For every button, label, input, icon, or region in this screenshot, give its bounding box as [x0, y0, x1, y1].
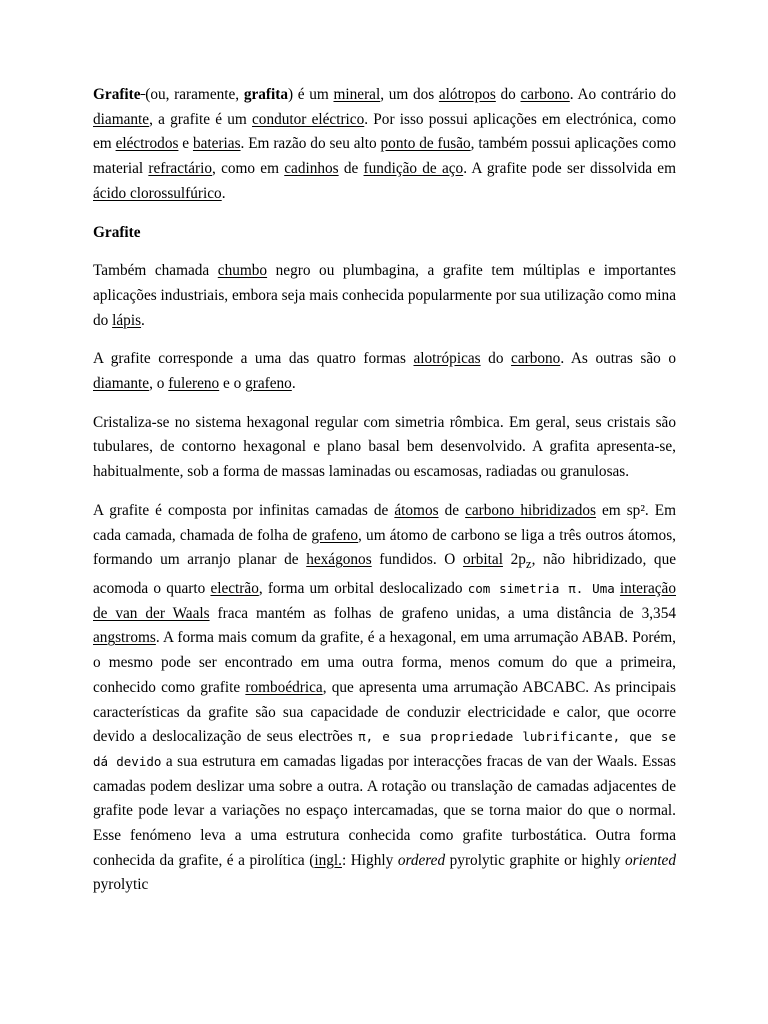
link-alotropicas[interactable]: alotrópicas	[413, 350, 481, 368]
link-ponto-de-fusao[interactable]: ponto de fusão	[380, 135, 471, 153]
paragraph-estrutura	[93, 499, 676, 898]
link-ingl[interactable]: ingl.	[314, 851, 342, 869]
text: , um dos	[380, 86, 439, 103]
section-heading: Grafite	[93, 223, 141, 241]
text: Também chamada	[93, 262, 218, 280]
paragraph-cristaliza: Cristaliza-se no sistema hexagonal regular com simetria rômbica. Em geral, seus cristais são tubulares, de contorno hexagonal e plano basal bem desenvolvido. A grafita apresenta-se, habitualmente, sob a forma de massas laminadas ou escamosas, radiadas ou granulosas.	[93, 413, 676, 481]
link-acido-clorossulfurico[interactable]: ácido clorossulfúrico	[93, 184, 222, 202]
text: , forma um orbital deslocalizado	[258, 580, 468, 597]
link-grafeno[interactable]: grafeno	[245, 375, 292, 393]
text: , não hibridizado, que acomoda o quarto	[93, 551, 677, 597]
link-grafeno-2[interactable]: grafeno	[311, 526, 359, 544]
text: de	[438, 501, 466, 519]
link-electrao[interactable]: electrão	[210, 580, 259, 597]
link-diamante[interactable]: diamante	[93, 110, 150, 128]
text: do	[480, 350, 512, 368]
text: . A grafite pode ser dissolvida em	[463, 160, 676, 178]
text: .	[291, 375, 296, 393]
link-carbono[interactable]: carbono	[520, 86, 570, 103]
text: , também possui aplicações como material	[93, 135, 676, 178]
mono-text-lubrificante: π, e sua propriedade lubrificante, que se dá devido	[93, 729, 676, 769]
link-fundicao-de-aco[interactable]: fundição de aço	[363, 160, 464, 178]
link-cadinhos[interactable]: cadinhos	[284, 160, 339, 178]
link-diamante-2[interactable]: diamante	[93, 375, 150, 393]
link-mineral[interactable]: mineral	[333, 86, 381, 103]
paragraph-chumbo	[93, 259, 676, 333]
text: , um átomo de carbono se liga a três outros átomos, formando um arranjo planar de	[93, 526, 676, 569]
link-chumbo[interactable]: chumbo	[217, 262, 268, 280]
paragraph-intro	[93, 83, 676, 207]
link-angstroms[interactable]: angstroms	[93, 629, 156, 647]
text: fraca mantém as folhas de grafeno unidas, a uma distância de 3,354	[209, 604, 676, 622]
mono-text-simetria: com simetria π. Uma	[467, 581, 615, 596]
text: . Ao contrário do	[569, 86, 677, 103]
italic-oriented: oriented	[625, 851, 676, 869]
text: 2p	[502, 551, 526, 569]
text: . As outras são o	[560, 350, 676, 368]
text: em sp². Em cada camada, chamada de folha de	[93, 501, 677, 544]
text: , como em	[212, 160, 285, 178]
link-carbono-2[interactable]: carbono	[511, 350, 561, 368]
text: pyrolytic graphite or highly	[445, 851, 626, 869]
link-hexagonos[interactable]: hexágonos	[306, 551, 372, 569]
text: A grafite é composta por infinitas camadas de	[93, 501, 395, 519]
text: e	[178, 135, 193, 153]
link-interacao-van-der-waals[interactable]: interação de van der Waals	[93, 580, 676, 622]
paragraph-alotropicas	[93, 347, 676, 396]
document-body	[93, 83, 676, 912]
text: , que apresenta uma arrumação ABCABC. As principais características da grafite são sua capacidade de conduzir electricidade e calor, que ocorre devido a deslocalização de seus electrões	[93, 678, 677, 746]
text: (ou, raramente,	[145, 86, 244, 103]
subscript-z: z	[525, 557, 532, 572]
text: .	[141, 311, 145, 329]
link-lapis[interactable]: lápis	[112, 311, 142, 329]
text: ) é um	[288, 86, 334, 103]
link-atomos[interactable]: átomos	[394, 501, 439, 519]
text: negro ou plumbagina, a grafite tem múltiplas e importantes aplicações industriais, embora seja mais conhecida popularmente por sua utilização como mina do	[93, 262, 676, 329]
text: . Por isso possui aplicações em electrónica, como em	[93, 110, 676, 153]
text: pyrolytic	[93, 876, 149, 894]
link-electrodos[interactable]: eléctrodos	[115, 135, 179, 153]
italic-ordered: ordered	[397, 851, 446, 869]
link-orbital[interactable]: orbital	[463, 551, 503, 569]
text: , a grafite é um	[149, 110, 252, 128]
text: do	[495, 86, 521, 103]
text: A grafite corresponde a uma das quatro formas	[93, 350, 414, 368]
text: . Em razão do seu alto	[240, 135, 381, 153]
link-carbono-hibridizados[interactable]: carbono hibridizados	[465, 501, 596, 519]
text: . A forma mais comum da grafite, é a hexagonal, em uma arrumação ABAB. Porém, o mesmo pode ser encontrado em uma outra forma, menos comum do que a primeira, conhecido como grafite	[93, 629, 676, 696]
link-condutor-electrico[interactable]: condutor eléctrico	[252, 110, 365, 128]
link-baterias[interactable]: baterias	[192, 135, 241, 153]
link-fulereno[interactable]: fulereno	[168, 375, 220, 393]
term-grafita: grafita	[243, 86, 288, 103]
link-romboedrica[interactable]: romboédrica	[245, 678, 323, 696]
link-alotropos[interactable]: alótropos	[438, 86, 496, 103]
text: fundidos. O	[371, 551, 464, 569]
link-refractario[interactable]: refractário	[148, 160, 213, 178]
text: e o	[219, 375, 246, 393]
text: a sua estrutura em camadas ligadas por interacções fracas de van der Waals. Essas camadas podem deslizar uma sobre a outra. A rotação ou translação de camadas adjacentes de grafite pode levar a variações no espaço intercamadas, que se torna maior do que o normal. Esse fenómeno leva a uma estrutura conhecida como grafite turbostática. Outra forma conhecida da grafite, é a pirolítica (	[93, 752, 676, 869]
term-grafite: Grafite	[93, 86, 141, 103]
text: , o	[149, 375, 169, 393]
text: .	[221, 184, 226, 202]
text: : Highly	[341, 851, 398, 869]
text: de	[338, 160, 364, 178]
